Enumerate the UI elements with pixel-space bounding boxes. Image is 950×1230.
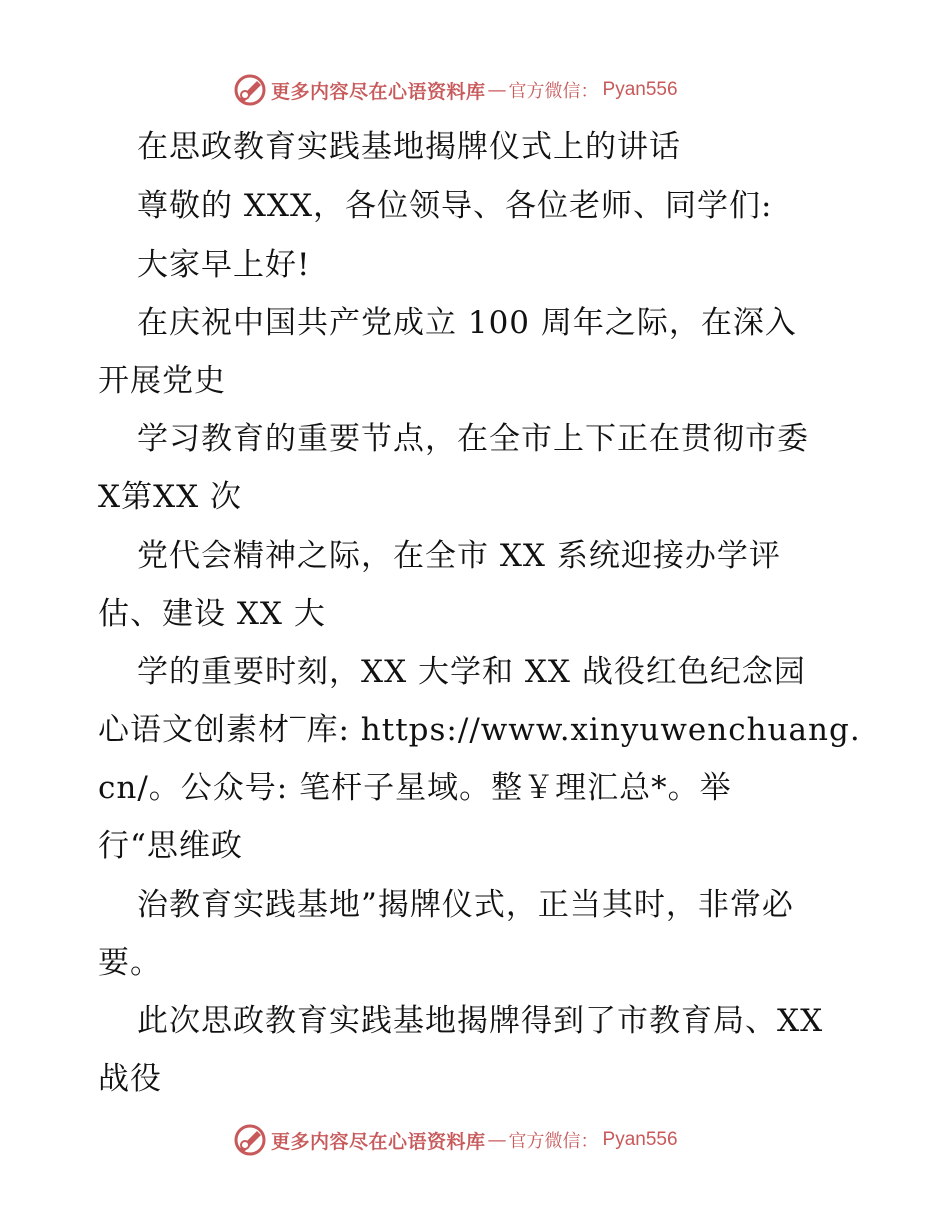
document-title: 在思政教育实践基地揭牌仪式上的讲话: [137, 129, 681, 165]
text-line: 此次思政教育实践基地揭牌得到了市教育局、XX: [137, 1003, 824, 1039]
text-line: 要。: [98, 945, 162, 981]
footer-banner-dash: —: [487, 1129, 507, 1151]
footer-banner-wechat-id: Pyan556: [602, 1129, 678, 1150]
text-line: 学的重要时刻，XX 大学和 XX 战役红色纪念园: [137, 654, 806, 690]
text-line: 估、建设 XX 大: [98, 596, 326, 632]
header-banner-wechat-id: Pyan556: [602, 79, 678, 100]
text-line: 治教育实践基地”揭牌仪式，正当其时，非常必: [137, 887, 794, 923]
text-line: 行“思维政: [98, 828, 243, 864]
quill-logo-icon: [233, 73, 267, 107]
text-line: 在庆祝中国共产党成立 100 周年之际，在深入: [137, 305, 797, 341]
header-banner-dash: —: [487, 79, 507, 101]
header-banner-wechat-label: 官方微信：: [508, 81, 599, 102]
header-banner: [0, 70, 950, 110]
quill-logo-icon: [233, 1123, 267, 1157]
footer-banner-wechat-label: 官方微信：: [508, 1131, 599, 1152]
text-line: 学习教育的重要节点，在全市上下正在贯彻市委: [137, 421, 809, 457]
header-banner-content: [233, 70, 678, 110]
text-line: 党代会精神之际，在全市 XX 系统迎接办学评: [137, 538, 781, 574]
text-line: X第XX 次: [98, 479, 243, 515]
salutation: 尊敬的 XXX，各位领导、各位老师、同学们:: [137, 188, 773, 224]
footer-banner-main-text: 更多内容尽在心语资料库: [271, 1130, 486, 1153]
header-banner-main-text: 更多内容尽在心语资料库: [271, 80, 486, 103]
text-line: 战役: [98, 1061, 162, 1097]
text-line: cn/。公众号: 笔杆子星域。整￥理汇总*。举: [98, 770, 732, 806]
footer-banner: [0, 1120, 950, 1160]
text-line: 开展党史: [98, 363, 226, 399]
footer-banner-content: [233, 1120, 678, 1160]
greeting: 大家早上好!: [137, 247, 311, 283]
text-line: 心语文创素材‾库: https://www.xinyuwenchuang.: [98, 712, 861, 748]
